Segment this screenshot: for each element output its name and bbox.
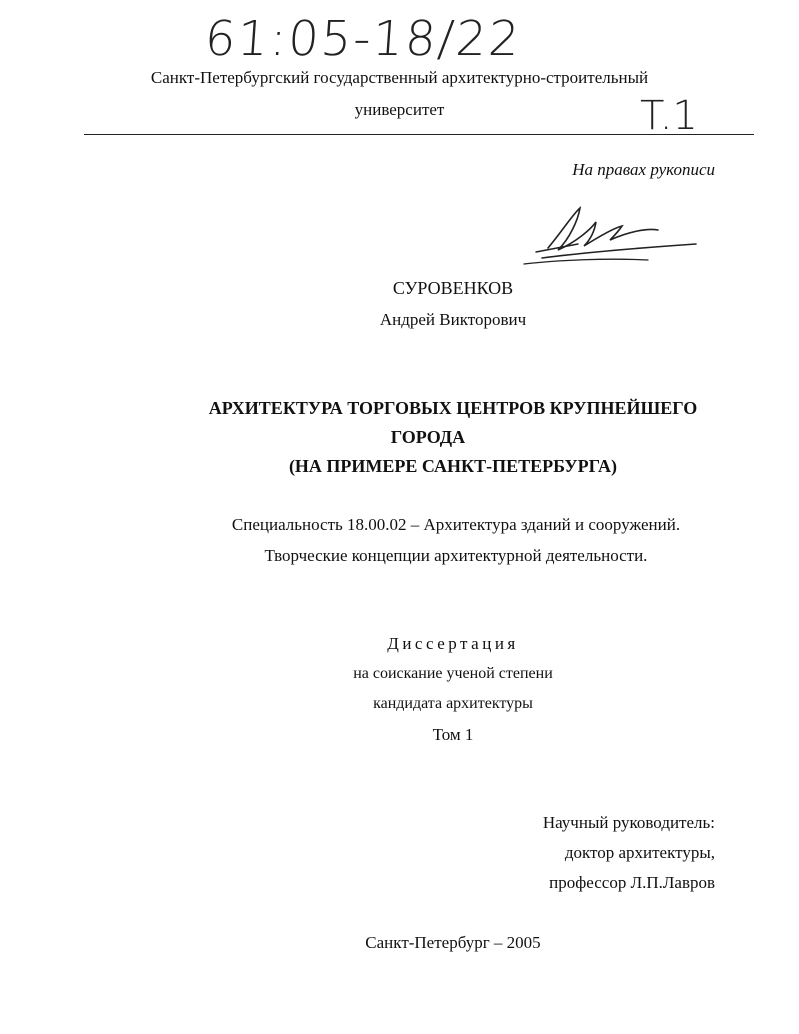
dissertation-title-line2: ГОРОДА — [390, 427, 466, 447]
handwritten-archive-code: 61:05-18/22 — [203, 11, 523, 67]
author-surname: СУРОВЕНКОВ — [392, 278, 514, 298]
author-signature — [518, 200, 708, 270]
institution-name-line2: университет — [354, 100, 445, 119]
specialty-line1: Специальность 18.00.02 – Архитектура зданий и сооружений. — [231, 515, 681, 534]
specialty-line2: Творческие концепции архитектурной деятельности. — [264, 546, 648, 565]
dissertation-title-line3: (НА ПРИМЕРЕ САНКТ-ПЕТЕРБУРГА) — [288, 456, 618, 476]
supervisor-name: профессор Л.П.Лавров — [549, 873, 715, 892]
author-given-name: Андрей Викторович — [379, 310, 527, 329]
handwritten-volume-mark: T.1 — [640, 93, 698, 139]
degree-line1: на соискание ученой степени — [353, 665, 553, 682]
institution-name-line1: Санкт-Петербургский государственный архитектурно-строительный — [150, 68, 649, 87]
place-and-year: Санкт-Петербург – 2005 — [365, 933, 541, 952]
degree-line2: кандидата архитектуры — [373, 695, 533, 712]
supervisor-degree: доктор архитектуры, — [564, 843, 715, 862]
manuscript-rights-note: На правах рукописи — [572, 160, 715, 179]
volume-number: Том 1 — [432, 725, 474, 744]
header-divider — [84, 134, 754, 135]
supervisor-label: Научный руководитель: — [542, 813, 715, 832]
document-type: Диссертация — [387, 634, 519, 653]
dissertation-title-line1: АРХИТЕКТУРА ТОРГОВЫХ ЦЕНТРОВ КРУПНЕЙШЕГО — [208, 398, 698, 418]
